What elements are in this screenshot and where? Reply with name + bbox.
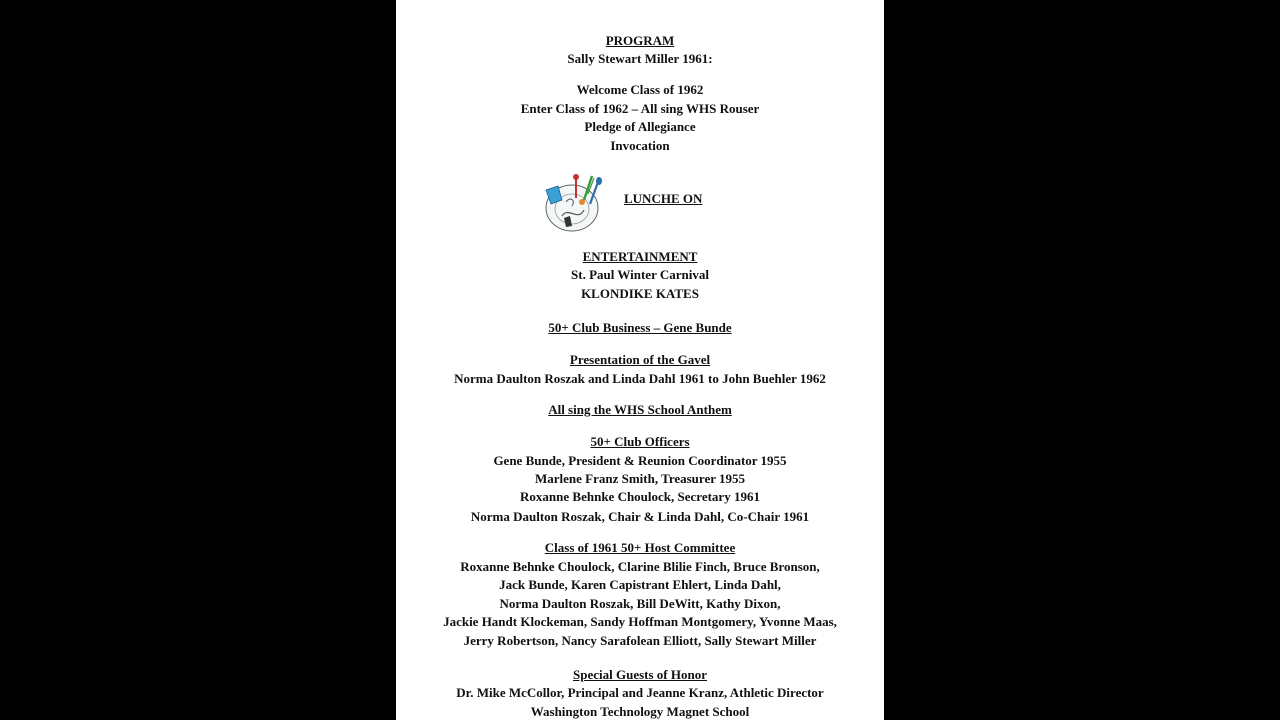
program-item: Invocation bbox=[610, 138, 670, 153]
officer-line: Norma Daulton Roszak, Chair & Linda Dahl, Co-Chair 1961 bbox=[470, 509, 810, 524]
entertainment-line: KLONDIKE KATES bbox=[581, 286, 699, 301]
host-committee-line: Jerry Robertson, Nancy Sarafolean Elliott, Sally Stewart Miller bbox=[463, 633, 817, 648]
gavel-line: Norma Daulton Roszak and Linda Dahl 1961 to John Buehler 1962 bbox=[454, 371, 826, 386]
officer-line: Marlene Franz Smith, Treasurer 1955 bbox=[534, 471, 746, 486]
entertainment-line: St. Paul Winter Carnival bbox=[571, 267, 709, 282]
program-document-page bbox=[396, 0, 884, 720]
entertainment-heading: ENTERTAINMENT bbox=[582, 249, 698, 264]
program-item: Enter Class of 1962 – All sing WHS Rouser bbox=[520, 101, 760, 116]
host-committee-line: Jack Bunde, Karen Capistrant Ehlert, Linda Dahl, bbox=[499, 577, 781, 592]
dinnerware-clipart-icon bbox=[542, 172, 606, 234]
officer-line: Roxanne Behnke Choulock, Secretary 1961 bbox=[520, 489, 760, 504]
host-committee-line: Norma Daulton Roszak, Bill DeWitt, Kathy Dixon, bbox=[499, 596, 781, 611]
program-item: Welcome Class of 1962 bbox=[576, 82, 704, 97]
program-host: Sally Stewart Miller 1961: bbox=[567, 51, 713, 66]
program-heading: PROGRAM bbox=[605, 33, 675, 48]
host-committee-line: Jackie Handt Klockeman, Sandy Hoffman Montgomery, Yvonne Maas, bbox=[443, 614, 837, 629]
special-guests-line: Washington Technology Magnet School bbox=[530, 704, 750, 719]
club-business-heading: 50+ Club Business – Gene Bunde bbox=[548, 320, 732, 335]
special-guests-heading: Special Guests of Honor bbox=[573, 667, 707, 682]
officer-line: Gene Bunde, President & Reunion Coordinator 1955 bbox=[493, 453, 787, 468]
program-item: Pledge of Allegiance bbox=[584, 119, 696, 134]
host-committee-heading: Class of 1961 50+ Host Committee bbox=[544, 540, 736, 555]
luncheon-label: LUNCHE ON bbox=[624, 191, 703, 206]
luncheon-section bbox=[396, 170, 884, 234]
anthem-heading: All sing the WHS School Anthem bbox=[548, 402, 732, 417]
special-guests-line: Dr. Mike McCollor, Principal and Jeanne Kranz, Athletic Director bbox=[456, 685, 824, 700]
officers-heading: 50+ Club Officers bbox=[590, 434, 690, 449]
host-committee-line: Roxanne Behnke Choulock, Clarine Blilie Finch, Bruce Bronson, bbox=[460, 559, 820, 574]
gavel-heading: Presentation of the Gavel bbox=[569, 352, 711, 367]
